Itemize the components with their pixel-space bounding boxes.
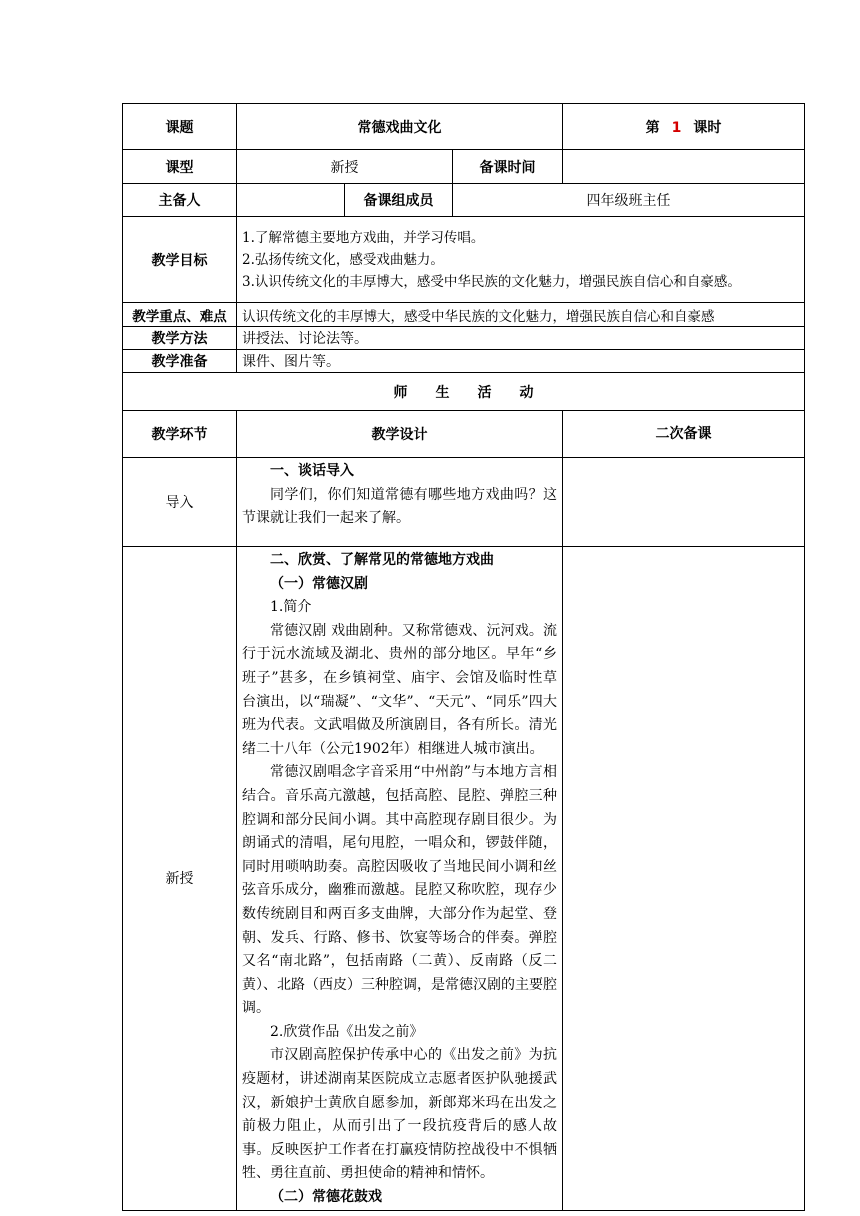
col-design-header: 教学设计 [237,411,563,458]
stage-cell: 导入 [123,458,237,547]
type-row [123,150,805,184]
subsection-heading: （二）常德花鼓戏 [270,1189,382,1206]
group-value: 四年级班主任 [453,184,805,217]
group-label: 备课组成员 [345,184,453,217]
type-label: 课型 [123,150,237,184]
goals-label: 教学目标 [123,217,237,303]
prep-time-label: 备课时间 [453,150,563,184]
col-stage-header: 教学环节 [123,411,237,458]
lead-row [123,184,805,217]
goals-row [123,217,805,303]
lesson-suffix: 课时 [693,119,722,136]
paragraph: 市汉剧高腔保护传承中心的《出发之前》为抗疫题材，讲述湖南某医院成立志愿者医护队驰援武汉，新娘护士黄欣自愿参加，新郎郑米玛在出发之前极力阻止，从而引出了一段抗疫背后的感人故事。反映医护工作者在打赢疫情防控战役中不惧牺牲、勇往直前、勇担使命的精神和情怀。 [242,1047,557,1182]
table-row [123,458,805,547]
lead-value [237,184,345,217]
design-cell [237,547,563,1211]
paragraph: 常德汉剧 戏曲剧种。又称常德戏、沅河戏。流行于沅水流域及湖北、贵州的部分地区。早年“乡班子”甚多，在乡镇祠堂、庙宇、会馆及临时性草台演出，以“瑞凝”、“文华”、“天元”、“同乐”四大班为代表。文武唱做及所演剧目，各有所长。清光绪二十八年（公元1902年）相继进人城市演出。 [242,622,557,757]
type-value: 新授 [237,150,453,184]
activity-title-row [123,373,805,411]
column-header-row [123,411,805,458]
second-prep-cell [563,547,805,1211]
paragraph: 同学们，你们知道常德有哪些地方戏曲吗？这节课就让我们一起来了解。 [242,486,557,527]
lesson-plan-table [122,103,805,1211]
goal-item: 3.认识传统文化的丰厚博大，感受中华民族的文化魅力，增强民族自信心和自豪感。 [242,273,741,290]
focus-label: 教学重点、难点 [123,303,237,327]
paragraph-title: 1.简介 [270,599,312,616]
section-heading: 一、谈话导入 [270,463,354,479]
stage-cell: 新授 [123,547,237,1211]
lesson-count [563,104,805,150]
prep-time-value [563,150,805,184]
col-second-header: 二次备课 [563,411,805,458]
table-row [123,547,805,1211]
topic-value: 常德戏曲文化 [237,104,563,150]
lesson-plan [122,103,804,1211]
lesson-prefix: 第 [645,119,660,136]
paragraph-title: 2.欣赏作品《出发之前》 [270,1023,424,1040]
goal-item: 1.了解常德主要地方戏曲，并学习传唱。 [242,229,485,246]
paragraph: 常德汉剧唱念字音采用“中州韵”与本地方言相结合。音乐高亢激越，包括高腔、昆腔、弹腔三种腔调和部分民间小调。其中高腔现存剧目很少。为朗诵式的清唱，尾句甩腔，一唱众和，锣鼓伴随，同时用唢呐助奏。高腔因吸收了当地民间小调和丝弦音乐成分，幽雅而激越。昆腔又称吹腔，现存少数传统剧目和两百多支曲牌，大部分作为起堂、登朝、发兵、行路、修书、饮宴等场合的伴奏。弹腔又名“南北路”，包括南路（二黄）、反南路（反二黄）、北路（西皮）三种腔调，是常德汉剧的主要腔调。 [242,764,557,1017]
prep-value: 课件、图片等。 [237,350,805,373]
activity-title: 师生活动 [123,373,805,411]
topic-row [123,104,805,150]
goals-list [237,217,805,303]
lead-label: 主备人 [123,184,237,217]
method-value: 讲授法、讨论法等。 [237,327,805,350]
focus-value: 认识传统文化的丰厚博大，感受中华民族的文化魅力，增强民族自信心和自豪感 [237,303,805,327]
subsection-heading: （一）常德汉剧 [270,575,368,592]
prep-row [123,350,805,373]
design-cell [237,458,563,547]
section-heading: 二、欣赏、了解常见的常德地方戏曲 [270,552,494,568]
focus-row [123,303,805,327]
prep-label: 教学准备 [123,350,237,373]
method-label: 教学方法 [123,327,237,350]
method-row [123,327,805,350]
goal-item: 2.弘扬传统文化，感受戏曲魅力。 [242,251,444,268]
second-prep-cell [563,458,805,547]
lesson-number: 1 [671,119,682,136]
topic-label: 课题 [123,104,237,150]
